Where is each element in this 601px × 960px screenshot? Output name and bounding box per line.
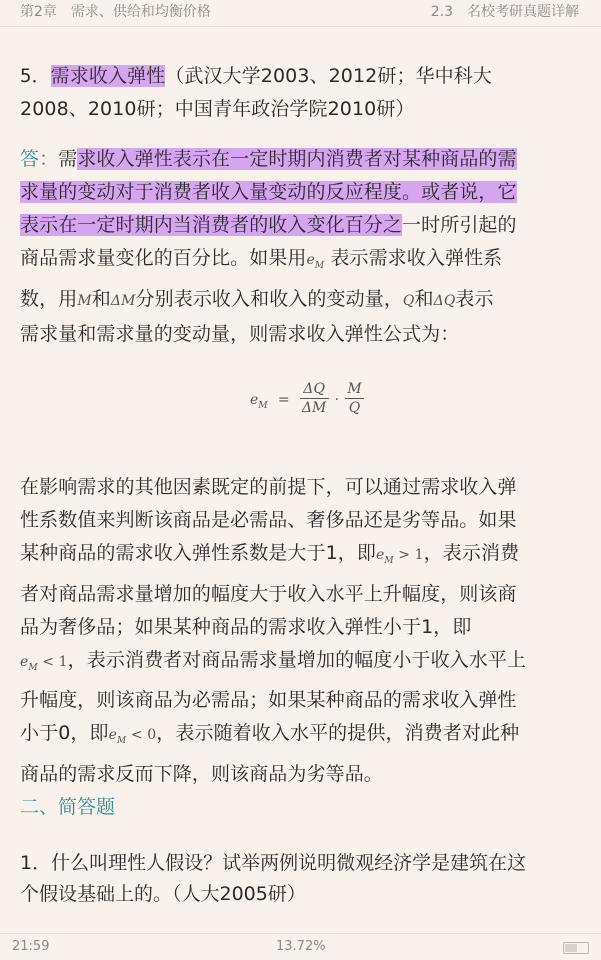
answer-text: 表示 <box>455 287 494 310</box>
answer-line2 <box>20 176 580 209</box>
answer-text: 数，用 <box>20 287 78 310</box>
paragraph2-line9: 商品的需求反而下降，则该商品为劣等品。 <box>20 763 383 786</box>
paragraph-text: ，表示消费 <box>423 541 520 564</box>
paragraph2-line6 <box>20 644 580 685</box>
math-deltaM: ΔM <box>110 292 136 309</box>
question-number: 5． <box>20 65 51 87</box>
paragraph2-line7: 升幅度，则该商品为必需品；如果某种商品的需求收入弹性 <box>20 689 517 712</box>
answer-label: 答： <box>20 148 59 170</box>
formula-lhs: $e_M$ <box>250 392 268 411</box>
answer-text: 和 <box>414 287 434 310</box>
answer-text: 分别表示收入和收入的变动量， <box>135 287 403 310</box>
math-Q: Q <box>402 292 415 309</box>
question-5-line2: 2008、2010研；中国青年政治学院2010研） <box>20 98 415 120</box>
running-header <box>0 0 601 26</box>
paragraph-text: 小于0，即 <box>20 722 109 745</box>
question-5-line1 <box>20 60 580 93</box>
paragraph2-line3 <box>20 537 580 578</box>
section-heading: 二、简答题 <box>20 796 116 818</box>
math-eM-lt-0: $e_M < 0$ <box>108 727 157 747</box>
math-eM-gt-1: $e_M > 1$ <box>376 546 424 566</box>
formula-dot: · <box>334 392 340 408</box>
chapter-title: 第2章 需求、供给和均衡价格 <box>20 4 211 20</box>
math-eM-lt-1: $e_M < 1$ <box>20 653 68 673</box>
paragraph-text: ，表示随着收入水平的提供，消费者对此种 <box>156 722 520 745</box>
answer-line3 <box>20 209 580 242</box>
question-1-line2: 个假设基础上的。（人大2005研） <box>20 883 306 905</box>
paragraph2-line5: 品为奢侈品；如果某种商品的需求收入弹性小于1，即 <box>20 615 472 638</box>
main-text <box>20 60 580 791</box>
header-divider <box>0 26 601 27</box>
section-title: 2.3 名校考研真题详解 <box>430 4 579 20</box>
answer-line6: 需求量和需求量的变动量，则需求收入弹性公式为： <box>20 322 460 345</box>
answer-line4 <box>20 242 580 283</box>
battery-level <box>565 944 577 952</box>
answer-text: 商品需求量变化的百分比。如果用 <box>20 247 307 269</box>
paragraph2-line4: 者对商品需求量增加的幅度大于收入水平上升幅度，则该商 <box>20 582 517 605</box>
math-eM: $e_M$ <box>306 252 325 271</box>
clock: 21:59 <box>12 939 50 954</box>
income-elasticity-formula <box>20 370 580 434</box>
math-M: M <box>77 292 92 309</box>
battery-icon <box>563 942 589 954</box>
answer-highlight[interactable]: 求收入弹性表示在一定时期内消费者对某种商品的需 <box>77 148 517 170</box>
question-title-highlight[interactable]: 需求收入弹性 <box>50 65 166 87</box>
math-deltaQ: ΔQ <box>433 292 456 309</box>
fraction-deltaQ-deltaM: $\frac{\Delta Q}{\Delta M}$ <box>301 381 327 416</box>
paragraph-text: 某种商品的需求收入弹性系数是大于1，即 <box>20 541 376 564</box>
question-source: （武汉大学2003、2012研；华中科大 <box>165 65 492 87</box>
answer-line1 <box>20 143 580 176</box>
fraction-M-Q: $\frac{M}{Q}$ <box>347 381 362 416</box>
answer-text: 一时所引起的 <box>402 214 517 236</box>
paragraph-text: ，表示消费者对商品需求量增加的幅度小于收入水平上 <box>67 648 527 671</box>
question-1-line1: 1．什么叫理性人假设？试举两例说明微观经济学是建筑在这 <box>20 852 527 874</box>
answer-text: 和 <box>91 287 111 310</box>
formula-equals: = <box>277 392 290 408</box>
answer-line5 <box>20 283 580 318</box>
reader-status-bar <box>0 933 601 960</box>
paragraph2-line2: 性系数值来判断该商品是必需品、奢侈品还是劣等品。如果 <box>20 508 517 531</box>
short-answer-question-1 <box>20 848 580 910</box>
paragraph2-line8 <box>20 717 580 758</box>
answer-text: 需 <box>58 148 78 170</box>
paragraph2-line1: 在影响需求的其他因素既定的前提下，可以通过需求收入弹 <box>20 475 517 498</box>
answer-highlight[interactable]: 表示在一定时期内当消费者的收入变化百分之 <box>20 214 403 236</box>
reading-progress: 13.72% <box>276 939 326 954</box>
answer-text: 表示需求收入弹性系 <box>330 247 503 269</box>
answer-highlight[interactable]: 求量的变动对于消费者收入量变动的反应程度。或者说，它 <box>20 181 517 203</box>
formula-expression <box>250 380 364 423</box>
